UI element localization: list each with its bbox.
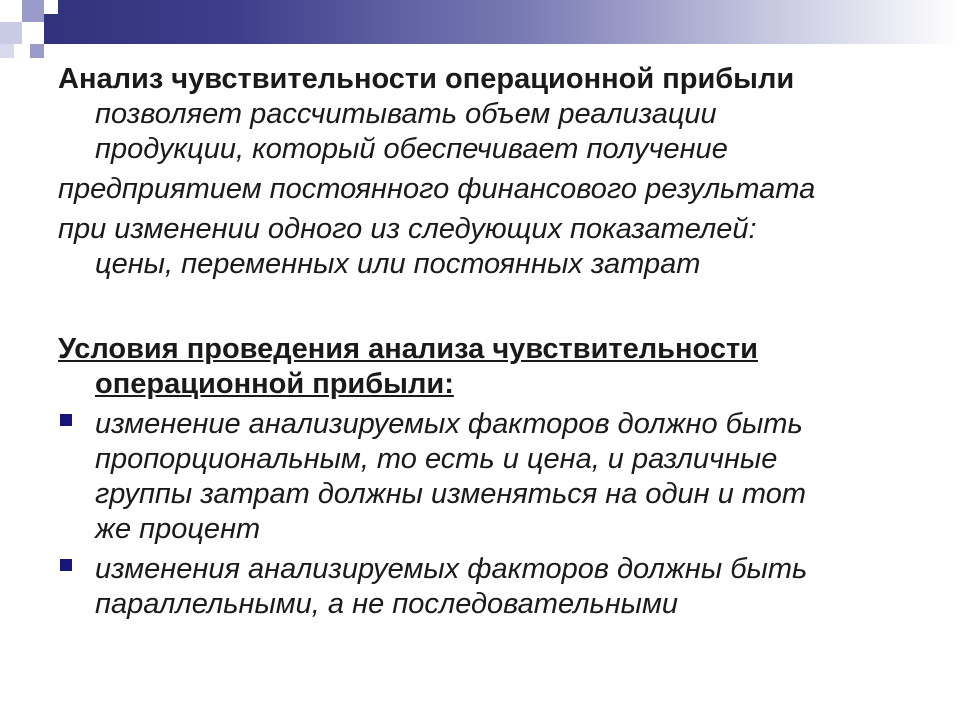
conditions-heading-line: Условия проведения анализа чувствительности (58, 333, 758, 365)
list-item-line: изменение анализируемых факторов должно быть (95, 408, 803, 440)
conditions-heading (58, 332, 938, 402)
intro-paragraph-2 (58, 212, 938, 282)
decorative-square (30, 44, 44, 58)
intro-line: предприятием постоянного финансового результата (58, 173, 816, 205)
list-item (58, 552, 938, 622)
decorative-square (0, 0, 22, 22)
conditions-list (58, 407, 938, 622)
decorative-square (22, 22, 44, 44)
decorative-square (44, 0, 58, 14)
intro-paragraph (58, 62, 938, 167)
conditions-heading-line: операционной прибыли: (95, 368, 454, 400)
intro-line: при изменении одного из следующих показателей: (58, 213, 757, 245)
intro-bold-lead: Анализ чувствительности операционной прибыли (58, 63, 795, 95)
intro-line: цены, переменных или постоянных затрат (95, 248, 701, 280)
square-bullet-icon (60, 559, 72, 571)
list-item-line: изменения анализируемых факторов должны быть (95, 553, 808, 585)
header-gradient-band (0, 0, 960, 44)
list-item-line: же процент (95, 513, 261, 545)
slide-content (58, 62, 938, 627)
decorative-square (22, 0, 44, 22)
decorative-square (0, 22, 22, 44)
intro-line: продукции, который обеспечивает получение (95, 133, 728, 165)
list-item-line: параллельными, а не последовательными (95, 588, 679, 620)
intro-line: позволяет рассчитывать объем реализации (95, 98, 717, 130)
decorative-square (0, 44, 14, 58)
list-item-line: пропорциональным, то есть и цена, и различные (95, 443, 778, 475)
square-bullet-icon (60, 414, 72, 426)
list-item (58, 407, 938, 547)
list-item-line: группы затрат должны изменяться на один и тот (95, 478, 806, 510)
